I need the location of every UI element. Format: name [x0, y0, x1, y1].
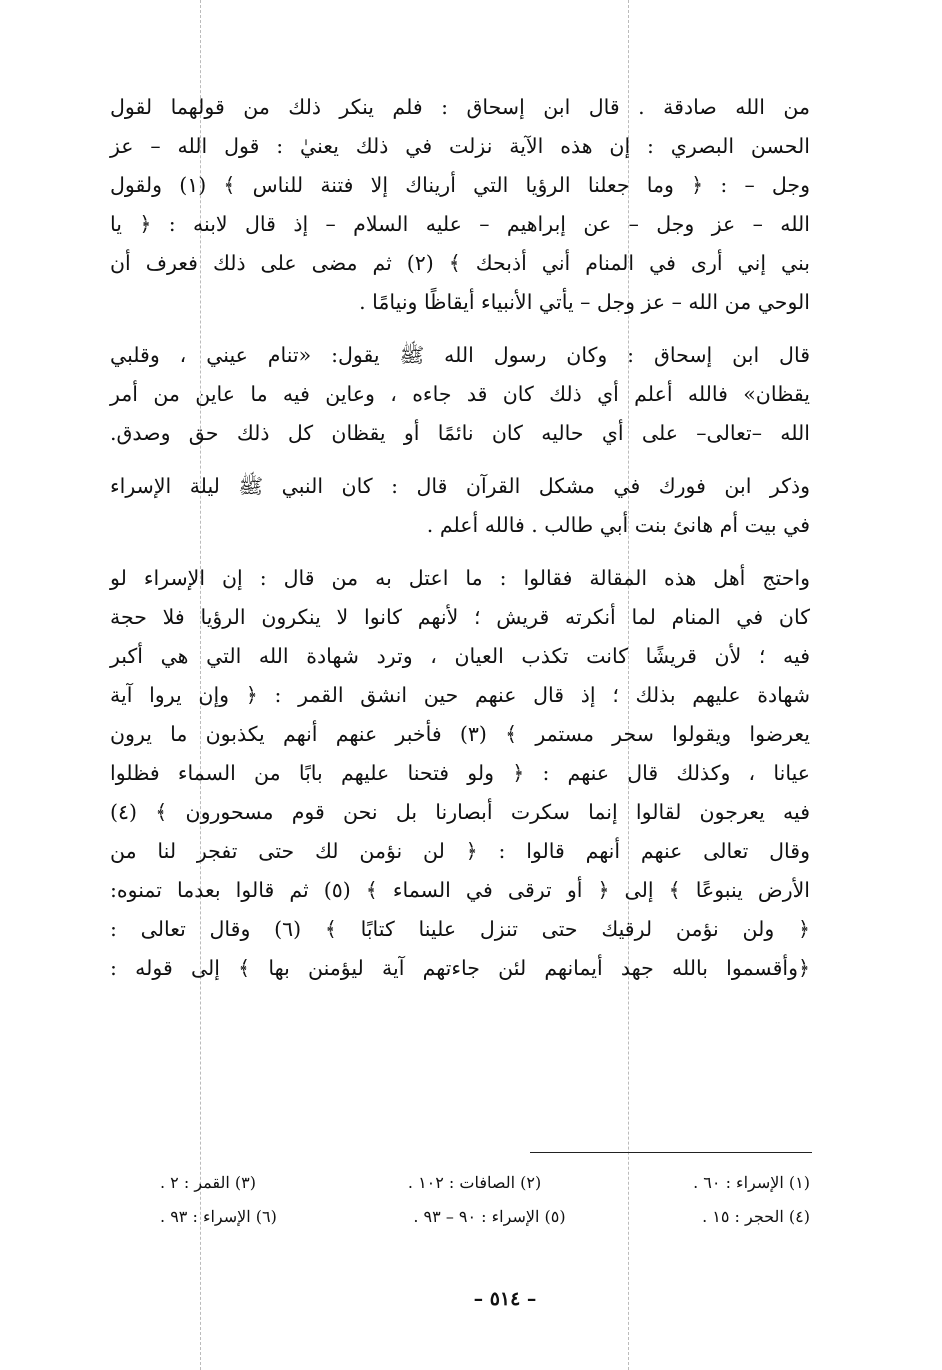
footnote-5: (٥) الإسراء : ٩٠ – ٩٣ .: [413, 1207, 566, 1226]
footnote-4: (٤) الحجر : ١٥ .: [702, 1207, 810, 1226]
footnotes: [160, 1166, 810, 1234]
text-line: فيه ؛ لأن قريشًا كانت تكذب العيان ، وترد شهادة الله التي هي أكبر: [110, 644, 810, 668]
footnote-1: (١) الإسراء : ٦٠ .: [693, 1173, 810, 1192]
text-line: وجل – : ﴿ وما جعلنا الرؤيا التي أريناك إلا فتنة للناس ﴾ (١) ولقول: [110, 173, 810, 197]
text-line: عيانا ، وكذلك قال عنهم : ﴿ ولو فتحنا عليهم بابًا من السماء فظلوا: [110, 761, 810, 785]
text-line: وقال تعالى عنهم أنهم قالوا : ﴿ لن نؤمن لك حتى تفجر لنا من: [110, 839, 810, 863]
footnote-divider: [530, 1152, 812, 1153]
text-line: يقظان» فالله أعلم أي ذلك كان قد جاءه ، وعاين فيه ما عاين من أمر: [110, 382, 810, 406]
text-line: في بيت أم هانئ بنت أبي طالب . فالله أعلم .: [426, 513, 810, 537]
text-line: ﴿ ولن نؤمن لرقيك حتى تنزل علينا كتابًا ﴾ (٦) وقال تعالى :: [110, 917, 810, 941]
text-line: شهادة عليهم بذلك ؛ إذ قال عنهم حين انشق القمر : ﴿ وإن يروا آية: [110, 683, 810, 707]
text-line: يعرضوا ويقولوا سحر مستمر ﴾ (٣) فأخبر عنهم أنهم يكذبون ما يرون: [110, 722, 810, 746]
text-line: واحتج أهل هذه المقالة فقالوا : ما اعتل به من قال : إن الإسراء لو: [110, 566, 810, 590]
footnote-row: [160, 1166, 810, 1200]
text-line: الوحي من الله – عز وجل – يأتي الأنبياء أيقاظًا ونيامًا .: [359, 290, 810, 314]
paragraph-1: [110, 88, 810, 322]
text-line: ﴿وأقسموا بالله جهد أيمانهم لئن جاءتهم آية ليؤمنن بها ﴾ إلى قوله :: [110, 956, 810, 980]
page-body: [110, 88, 810, 1002]
footnote-6: (٦) الإسراء : ٩٣ .: [160, 1207, 277, 1226]
text-line: الحسن البصري : إن هذه الآية نزلت في ذلك يعنيٰ : قول الله – عز: [110, 134, 810, 158]
text-line: كان في المنام لما أنكرته قريش ؛ لأنهم كانوا لا ينكرون الرؤيا فلا حجة: [110, 605, 810, 629]
footnote-2: (٢) الصافات : ١٠٢ .: [407, 1173, 542, 1192]
text-line: من الله صادقة . قال ابن إسحاق : فلم ينكر ذلك من قولهما لقول: [110, 95, 810, 119]
text-line: وذكر ابن فورك في مشكل القرآن قال : كان النبي ﷺ ليلة الإسراء: [110, 474, 810, 498]
text-line: الأرض ينبوعًا ﴾ إلى ﴿ أو ترقى في السماء ﴾ (٥) ثم قالوا بعدما تمنوه:: [110, 878, 810, 902]
text-line: الله – عز وجل – عن إبراهيم – عليه السلام – إذ قال لابنه : ﴿ يا: [110, 212, 810, 236]
footnote-3: (٣) القمر : ٢ .: [160, 1173, 256, 1192]
text-line: الله –تعالى– على أي حاليه كان نائمًا أو يقظان كل ذلك حق وصدق.: [110, 421, 810, 445]
paragraph-4: [110, 559, 810, 988]
paragraph-2: [110, 336, 810, 453]
text-line: قال ابن إسحاق : وكان رسول الله ﷺ يقول: «تنام عيني ، وقلبي: [110, 343, 810, 367]
text-line: بني إني أرى في المنام أني أذبحك ﴾ (٢) ثم مضى على ذلك فعرف أن: [110, 251, 810, 275]
text-line: فيه يعرجون لقالوا إنما سكرت أبصارنا بل نحن قوم مسحورون ﴾ (٤): [110, 800, 810, 824]
footnote-row: [160, 1200, 810, 1234]
paragraph-3: [110, 467, 810, 545]
page-number: – ٥١٤ –: [473, 1288, 537, 1310]
